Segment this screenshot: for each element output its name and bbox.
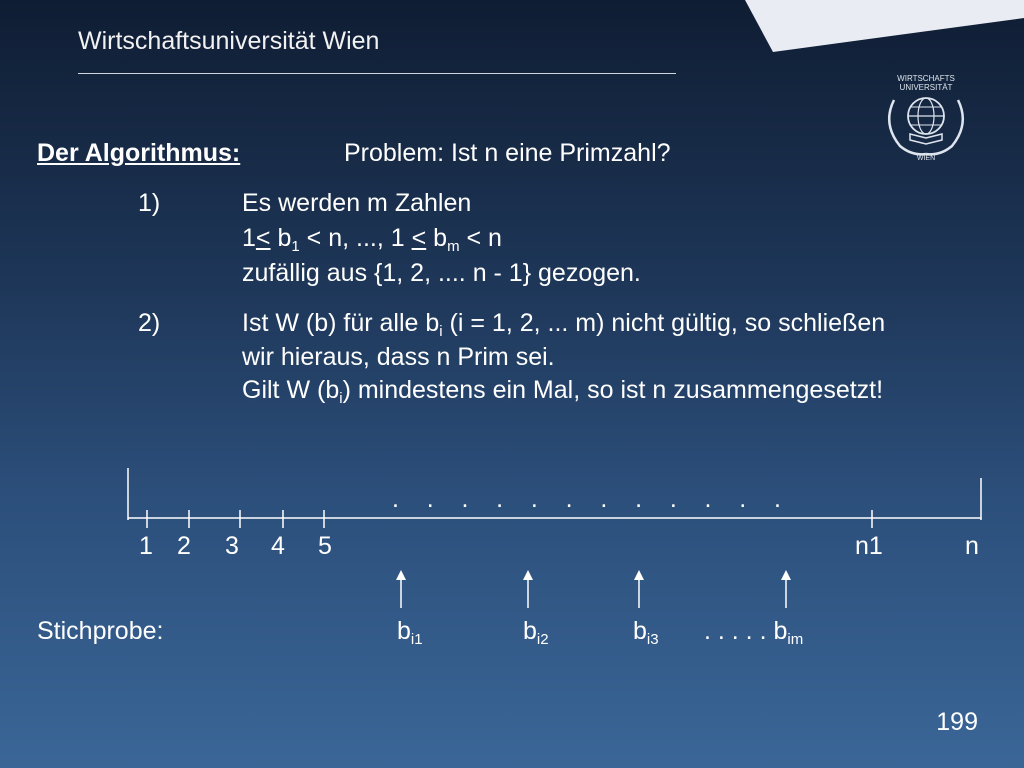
step1-line1: Es werden m Zahlen xyxy=(242,189,472,217)
sample-bi2: $b_{i2}$ xyxy=(523,617,549,648)
slide-heading: Der Algorithmus: xyxy=(37,139,241,167)
number-line-dots: . . . . . . . . . . . . xyxy=(392,485,781,513)
label-5: 5 xyxy=(318,532,332,560)
label-2: 2 xyxy=(177,532,191,560)
label-n1: n1 xyxy=(855,532,883,560)
sample-label: Stichprobe: xyxy=(37,617,164,645)
step2-line2: wir hieraus, dass n Prim sei. xyxy=(242,343,555,371)
label-3: 3 xyxy=(225,532,239,560)
label-1: 1 xyxy=(139,532,153,560)
label-4: 4 xyxy=(271,532,285,560)
logo-text-top: WIRTSCHAFTS xyxy=(897,74,955,83)
sample-bi3: $b_{i3}$ xyxy=(633,617,659,648)
step1-line2: $1< b_1 < n$, ..., $1 < b_m < n$ xyxy=(242,224,502,255)
sample-bi1: $b_{i1}$ xyxy=(397,617,423,648)
step1-number: 1) xyxy=(138,189,161,217)
logo-text-bottom: WIEN xyxy=(916,155,936,162)
university-name: Wirtschaftsuniversität Wien xyxy=(78,27,380,55)
logo-text-mid: UNIVERSITÄT xyxy=(899,83,953,92)
step2-line1: Ist W (b) für alle $b_i$ (i = 1, 2, ... m) nicht gültig, so schließen xyxy=(242,309,886,340)
step2-number: 2) xyxy=(138,309,161,337)
label-n: n xyxy=(965,532,979,560)
step2-line3: Gilt W $(b_i)$ mindestens ein Mal, so ist n zusammengesetzt! xyxy=(242,376,884,407)
problem-statement: Problem: Ist n eine Primzahl? xyxy=(344,139,671,167)
step1-line3: zufällig aus {1, 2, .... n - 1} gezogen. xyxy=(242,259,641,287)
page-number: 199 xyxy=(936,708,978,736)
sample-bim: . . . . . $b_{im}$ xyxy=(704,617,804,648)
